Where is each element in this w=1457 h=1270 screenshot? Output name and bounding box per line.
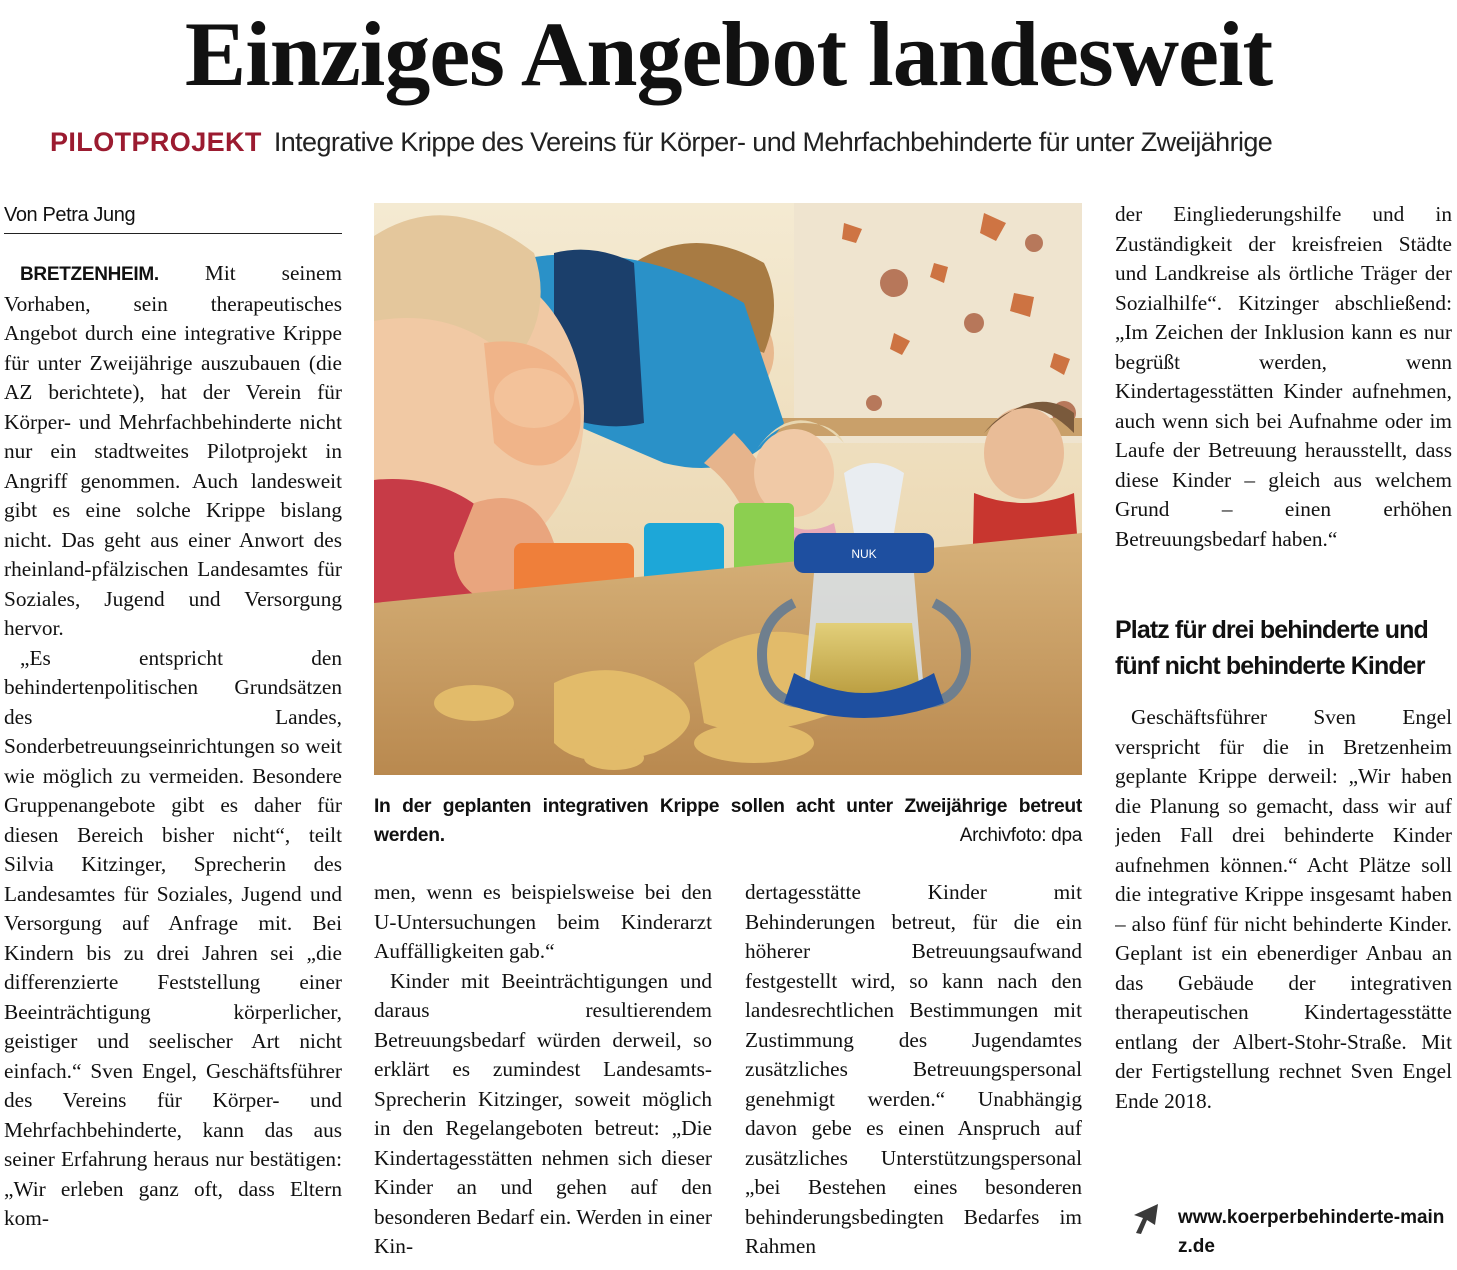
- arrow-icon: [1130, 1203, 1160, 1235]
- article-column-2: [374, 878, 712, 1270]
- subheading: Platz für drei behinderte und fünf nicht behinderte Kinder: [1115, 616, 1428, 680]
- headline: Einziges Angebot landesweit: [184, 3, 1273, 105]
- bottle-brand-label: NUK: [851, 547, 877, 561]
- paragraph-text: Mit seinem Vorhaben, sein therapeutisches Angebot durch eine integrative Krippe für unter Zweijährige auszubauen (die AZ berichtete), hat der Verein für Körper- und Mehrfachbehinderte nicht nur ein stadtweites Pilotprojekt in Angriff genommen. Auch landesweit gibt es eine solche Krippe bislang nicht. Das geht aus einer Anwort des rheinland-pfälzischen Landesamtes für Soziales, Jugend und Versorgung hervor.: [4, 261, 342, 640]
- web-link[interactable]: [1130, 1203, 1450, 1263]
- paragraph: der Eingliederungshilfe und in Zuständigkeit der kreisfreien Städte und Landkreise als örtliche Träger der Sozialhilfe“. Kitzinger abschließend: „Im Zeichen der Inklusion kann es nur begrüßt werden, wenn Kindertagesstätten Kinder aufnehmen, auch wenn sich bei Aufnahme oder im Laufe der Betreuung herausstellt, dass diese Kinder – gleich aus welchem Grund – einen erhöhen Betreuungsbedarf haben.“: [1115, 202, 1452, 551]
- paragraph: men, wenn es beispielsweise bei den U-Untersuchungen beim Kinderarzt Auffälligkeiten gab.“: [374, 880, 712, 963]
- paragraph: Kinder mit Beeinträchtigungen und daraus resultierendem Betreuungsbedarf würden derweil, so erklärt es zumindest Landesamts-Sprecherin Kitzinger, soweit möglich in den Regelangeboten betreut: „Die Kindertagesstätten nehmen sich dieser Kinder an und gehen auf den besonderen Bedarf ein. Werden in einer Kin-: [374, 968, 712, 1258]
- photo-illustration: [374, 203, 1082, 775]
- article-column-4: [1115, 200, 1452, 590]
- article-column-1: [4, 259, 342, 1269]
- article-column-3: [745, 878, 1082, 1270]
- dateline: BRETZENHEIM.: [20, 264, 159, 285]
- paragraph: [4, 259, 342, 644]
- caption-text: In der geplanten integrativen Krippe sollen acht unter Zweijährige betreut werden.: [374, 796, 1082, 846]
- kicker: PILOTPROJEKT: [50, 127, 262, 157]
- paragraph: Geschäftsführer Sven Engel verspricht für die in Bretzenheim geplante Krippe derweil: „Wir haben die Planung so gemacht, dass wir auf jeden Fall drei behinderte Kinder aufnehmen können.“ Acht Plätze soll die integrative Krippe insgesamt haben – also fünf für nicht behinderte Kinder. Geplant ist ein ebenerdiger Anbau an das Gebäude der integrativen therapeutischen Kindertagesstätte entlang der Albert-Stohr-Straße. Mit der Fertigstellung rechnet Sven Engel Ende 2018.: [1115, 705, 1452, 1113]
- article-photo: [374, 203, 1082, 775]
- paragraph: „Es entspricht den behindertenpolitischen Grundsätzen des Landes, Sonderbetreuungseinrichtungen so weit wie möglich zu vermeiden. Besondere Gruppenangebote gibt es daher für diesen Bereich bisher nicht“, teilt Silvia Kitzinger, Sprecherin des Landesamtes für Soziales, Jugend und Versorgung auf Anfrage mit. Bei Kindern bis zu drei Jahren sei „die differenzierte Feststellung einer Beeinträchtigung körperlicher, geistiger und seelischer Art nicht einfach.“ Sven Engel, Geschäftsführer des Vereins für Körper- und Mehrfachbehinderte, kann das aus seiner Erfahrung heraus nur bestätigen: „Wir erleben ganz oft, dass Eltern kom-: [4, 645, 342, 1230]
- article-column-4-continued: [1115, 703, 1452, 1178]
- url-link[interactable]: www.koerperbehinderte-mainz.de: [1178, 1207, 1445, 1257]
- subline: [50, 124, 1450, 160]
- subtitle: Integrative Krippe des Vereins für Körper- und Mehrfachbehinderte für unter Zweijährige: [273, 127, 1273, 157]
- photo-credit: Archivfoto: dpa: [959, 825, 1082, 846]
- photo-caption: [374, 792, 1082, 850]
- byline: Von Petra Jung: [4, 200, 342, 234]
- paragraph: dertagesstätte Kinder mit Behinderungen betreut, für die ein höherer Betreuungsaufwand festgestellt wird, so kann nach den landesrechtlichen Bestimmungen mit Zustimmung des Jugendamtes zusätzliches Betreuungspersonal genehmigt werden.“ Unabhängig davon gebe es einen Anspruch auf zusätzliches Unterstützungspersonal „bei Bestehen eines besonderen behinderungsbedingten Bedarfes im Rahmen: [745, 880, 1082, 1258]
